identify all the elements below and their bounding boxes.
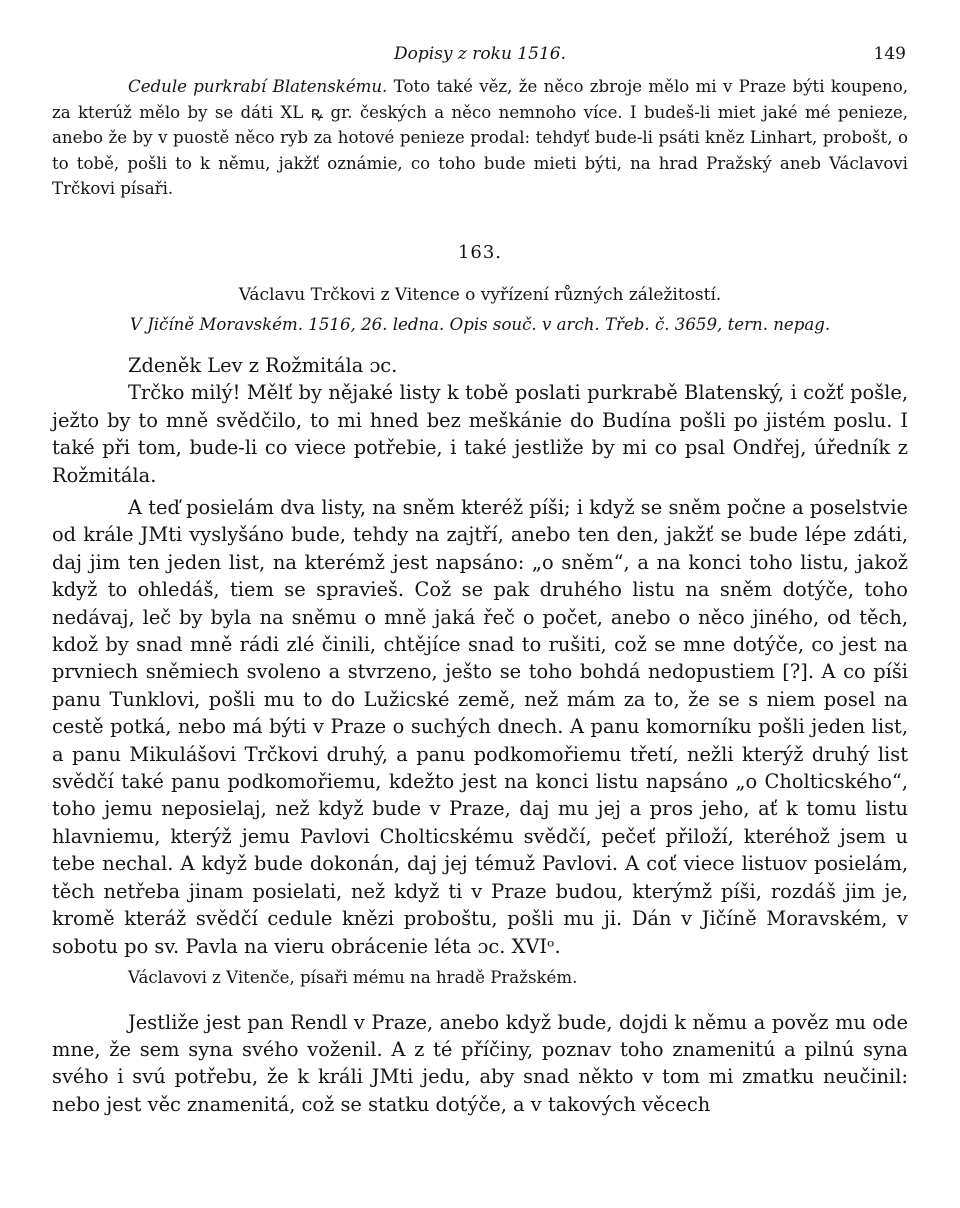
running-title: Dopisy z roku 1516. (394, 44, 566, 64)
book-page (52, 44, 908, 1118)
document-source: V Jičíně Moravském. 1516, 26. ledna. Opis souč. v arch. Třeb. č. 3659, tern. nepag. (129, 314, 831, 334)
page-number: 149 (873, 44, 906, 64)
letter-sender: Zdeněk Lev z Rožmitála ɔc. (128, 353, 398, 377)
letter-address: Václavovi z Vitenče, písaři mému na hradě Pražském. (128, 967, 578, 987)
letter-paragraph-2: A teď posielám dva listy, na sněm kteréž píši; i když se sněm počne a poselstvie od krále JMti vyslyšáno bude, tehdy na zajtří, anebo ten den, jakžť se bude lépe zdáti, daj jim ten jeden list, na kterémž jest napsáno: „o sněm“, a na konci toho listu, jakož když to ohledáš, tiem se spravieš. Což se pak druhého listu na sněm dotýče, toho nedávaj, leč by byla na sněmu o mně jaká řeč o počet, anebo o něco jiného, od těch, kdož by snad mně rádi zlé činili, chtějíce snad to rušiti, což se mne dotýče, co jest na prvniech sněmiech svoleno a stvrzeno, ješto se toho bohdá nedopustiem [?]. A co píši panu Tunklovi, pošli mu to do Lužicské země, než mám za to, že se s niem posel na cestě potká, nebo má býti v Praze o suchých dnech. A panu komorníku pošli jeden list, a panu Mikulášovi Trčkovi druhý, a panu podkomořiemu třetí, nežli kterýž druhý list svědčí také panu podkomořiemu, kdežto jest na konci listu napsáno „o Cholticského“, toho jemu neposielaj, než když bude v Praze, daj mu jej a pros jeho, ať k tomu listu hlavniemu, kterýž jemu Pavlovi Cholticskému svědčí, pečeť přiloží, kteréhož jsem u tebe nechal. A když bude dokonán, daj jej témuž Pavlovi. A coť viece listuov posielám, těch netřeba jinam posielati, než když ti v Praze budou, kterýmž píši, rozdáš jim je, kromě kteráž svědčí cedule knězi proboštu, pošli mu ji. Dán v Jičíně Moravském, v sobotu po sv. Pavla na vieru obrácenie léta ɔc. XVIᵒ. (52, 496, 908, 958)
letter-paragraph-1: Trčko milý! Mělť by nějaké listy k tobě poslati purkrabě Blatenský, i cožť pošle, ježto by to mně svědčilo, to mi hned bez meškánie do Budína pošli po jistém poslu. I také při tom, bude-li co viece potřebie, i také jestliže by mi co psal Ondřej, úředník z Rožmitála. (52, 381, 908, 487)
postscript-text: Toto také věz, že něco zbroje mělo mi v Praze býti koupeno, za kterúž mělo by se dáti XL ꝶ gr. českých a něco nemnoho více. I budeš-li miet jaké mé penieze, anebo že by v puostě něco ryb za hotové penieze prodal: tehdyť bude-li psáti kněz Linhart, probošt, o to tobě, pošli to k němu, jakžť oznámie, co toho bude mieti býti, na hrad Pražský aneb Václavovi Trčkovi písaři. (52, 77, 908, 199)
enclosure-paragraph: Jestliže jest pan Rendl v Praze, anebo když bude, dojdi k němu a pověz mu ode mne, že sem syna svého voženil. A z té příčiny, poznav toho znamenitú a pilnú syna svého i svú potřebu, že k králi JMti jedu, aby snad někto v tom mi zmatku neučinil: nebo jest věc znamenitá, což se statku dotýče, a v takových věcech (52, 1010, 908, 1116)
running-head (52, 44, 908, 74)
document-number: 163. (457, 241, 503, 263)
document-title: Václavu Trčkovi z Vitence o vyřízení různých záležitostí. (238, 284, 722, 305)
postscript-label: Cedule purkrabí Blatenskému. (128, 77, 388, 96)
postscript-paragraph (52, 74, 908, 202)
